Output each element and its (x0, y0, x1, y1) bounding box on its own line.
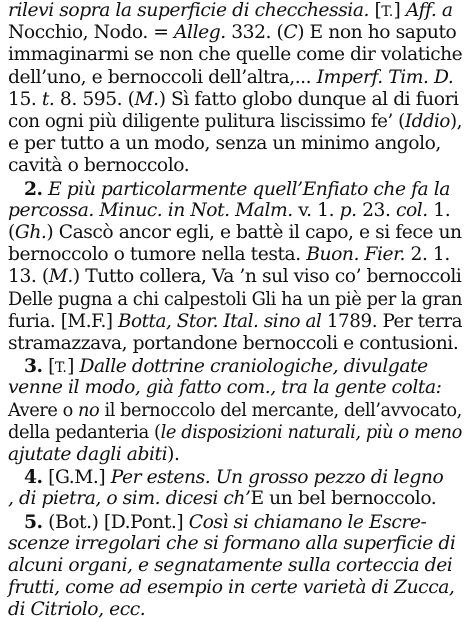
text-run: 1789. Per terra (321, 310, 463, 332)
text-run: T. (381, 4, 394, 20)
text-run: 332. ( (225, 22, 284, 44)
text-line (8, 111, 462, 133)
text-run: Buon. Fier. (306, 244, 406, 266)
text-run: Delle pugna a chi calpestoli Gli ha un piè per la gran (8, 288, 463, 310)
text-run: (Bot.) [D.Pont.] (42, 511, 189, 533)
text-run: Botta, Stor. Ital. sino al (118, 310, 322, 332)
text-run: rilevi sopra la superficie di checchessia. (8, 0, 370, 21)
text-run: ), (449, 111, 462, 132)
text-run: 1. (427, 199, 451, 221)
text-line (8, 289, 462, 311)
text-line (8, 67, 453, 89)
text-line (8, 377, 441, 399)
text-run: Gh. (14, 222, 47, 243)
text-line (8, 422, 462, 444)
text-run: di Citriolo, ecc. (8, 599, 146, 621)
text-run: e per tutto a un modo, senza un minimo angolo, (8, 133, 441, 155)
text-run: 4. (24, 466, 43, 489)
text-run: 2. 1. (405, 244, 450, 266)
text-run: , di pietra, o sim. dicesi ch’ (8, 488, 251, 510)
text-run: ] (393, 0, 406, 21)
text-run: 15. (8, 88, 42, 110)
text-line (8, 311, 462, 333)
text-run: Avere o (8, 399, 79, 421)
text-run: scenze irregolari che si formano alla superficie di (8, 532, 456, 554)
text-run: ). (167, 444, 180, 465)
text-line (24, 178, 450, 201)
text-line (8, 400, 462, 422)
text-run: percossa. (8, 199, 94, 221)
text-run: Aff. a (405, 0, 453, 21)
text-run: t. (41, 88, 55, 110)
text-run: furia. [M.F.] (8, 310, 119, 332)
text-run: Minuc. in Not. Malm. (99, 199, 293, 221)
text-run: venne il modo, già fatto com., tra la gente colta: (8, 377, 442, 399)
text-line (8, 444, 179, 466)
text-line (8, 44, 462, 66)
text-line (8, 0, 453, 23)
text-run: Alleg. (174, 22, 226, 44)
text-line (8, 89, 459, 111)
text-run: T. (54, 360, 68, 377)
text-run: [G.M.] (42, 467, 111, 489)
text-run: le disposizioni naturali, più o meno (160, 421, 462, 443)
text-line (24, 466, 443, 489)
text-run: Così si chiamano le Escre- (188, 511, 427, 533)
text-line (8, 133, 441, 155)
text-line (8, 533, 455, 555)
text-run: ( (8, 222, 15, 243)
text-run: dell’uno, e bernoccoli dell’altra,... (8, 66, 317, 88)
text-run: cavità o bernoccolo. (8, 155, 190, 177)
text-run: ) Cascò ancor egli, e battè il capo, e si fece un (46, 222, 462, 243)
text-line (8, 555, 452, 577)
text-line (8, 200, 450, 222)
text-run: con ogni più diligente pulitura liscissimo fe’ ( (8, 111, 405, 132)
text-run: no (78, 399, 100, 421)
text-run: stramazzava, portandone bernoccoli e contusioni. (8, 333, 459, 354)
text-run: E più particolarmente quell’Enfiato che fa la (42, 178, 450, 200)
text-run: M. (134, 88, 159, 110)
text-run: ajutate dagli abiti (8, 444, 168, 465)
text-run: C (283, 22, 298, 44)
text-line (8, 222, 462, 244)
text-run: ) Tutto collera, Va ’n sul viso co’ bernoccoli (72, 266, 462, 288)
text-run: ) E non ho saputo (297, 22, 457, 44)
text-run: v. 1. (292, 199, 340, 221)
text-run: M. (48, 266, 73, 288)
text-line (8, 577, 454, 599)
text-line (8, 266, 461, 288)
text-run: 8. 595. ( (54, 88, 135, 110)
text-line (24, 355, 428, 379)
text-run: p. (339, 199, 357, 221)
text-run: Iddio (404, 111, 450, 132)
text-line (8, 333, 458, 355)
text-line (24, 511, 426, 534)
text-run: il bernoccolo del mercante, dell’avvocato, (99, 399, 462, 421)
text-run: 3. (24, 355, 43, 378)
text-run: Per estens. Un grosso pezzo di legno (110, 467, 444, 489)
text-run: alcuni organi, e segnatamente sulla corteccia dei (8, 555, 453, 576)
text-run: ] (67, 356, 80, 378)
text-run: E un bel bernoccolo. (250, 488, 437, 510)
text-line (8, 488, 436, 510)
text-run: [ (369, 0, 382, 21)
text-run: bernoccolo o tumore nella testa. (8, 244, 307, 266)
text-run: Dalle dottrine craniologiche, divulgate (79, 356, 428, 378)
text-run: 5. (24, 510, 43, 533)
text-run: Nocchio, Nodo. = (8, 22, 174, 44)
text-run: ) Sì fatto globo dunque al di fuori (158, 88, 459, 110)
text-run: della pedanteria ( (8, 421, 161, 443)
text-run: 2. (24, 177, 43, 200)
text-run: immaginarmi se non che quelle come dir volatiche (8, 44, 463, 66)
text-line (8, 244, 450, 266)
text-run: frutti, come ad esempio in certe varietà di Zucca, (8, 577, 455, 599)
text-run: [ (42, 356, 55, 378)
text-line (8, 22, 456, 44)
text-run: col. (395, 199, 428, 221)
text-run: 13. ( (8, 266, 49, 288)
text-run: 23. (356, 199, 396, 221)
text-line (8, 155, 189, 177)
text-run: Imperf. Tim. D. (316, 66, 454, 88)
